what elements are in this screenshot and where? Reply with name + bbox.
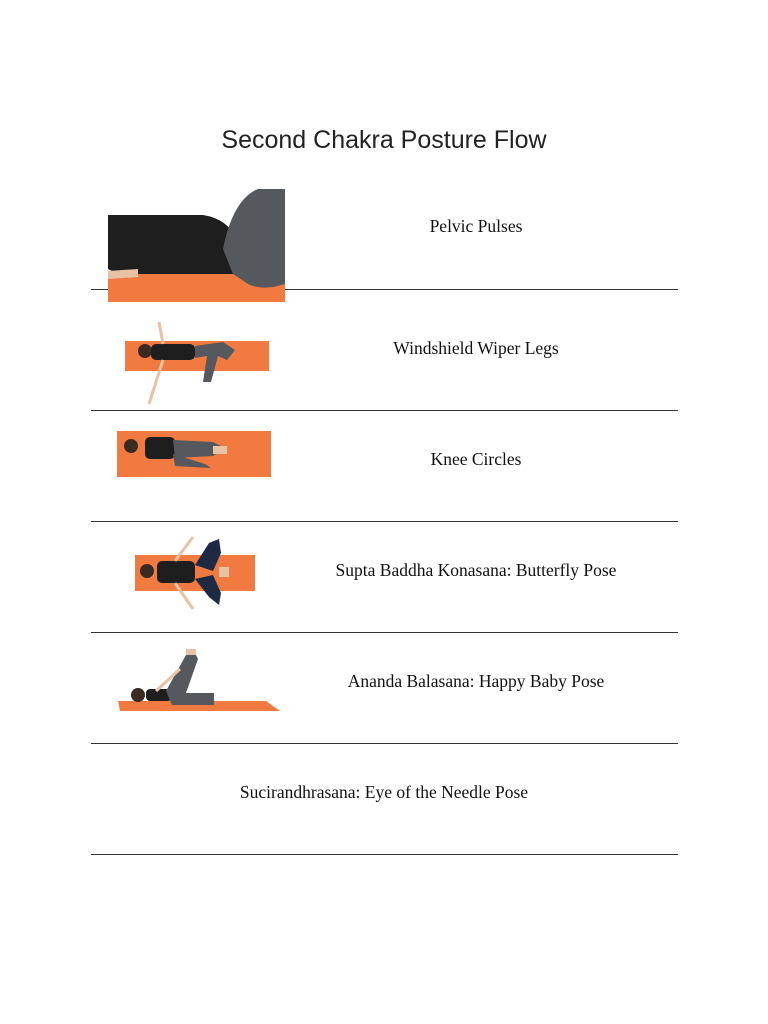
pose-name: Supta Baddha Konasana: Butterfly Pose: [335, 560, 617, 580]
pose-name: Pelvic Pulses: [429, 216, 523, 236]
reclined-butterfly-photo: [133, 533, 258, 611]
reclined-twist-photo: [123, 320, 273, 408]
pose-name: Windshield Wiper Legs: [393, 338, 559, 358]
knees-to-chest-photo: [115, 428, 275, 480]
pose-name: Sucirandhrasana: Eye of the Needle Pose: [239, 782, 529, 802]
page-title: Second Chakra Posture Flow: [221, 126, 547, 154]
pose-name: Knee Circles: [430, 449, 522, 469]
happy-baby-photo: [116, 649, 281, 713]
bridge-pose-photo: [108, 189, 285, 302]
pose-name: Ananda Balasana: Happy Baby Pose: [347, 671, 605, 691]
